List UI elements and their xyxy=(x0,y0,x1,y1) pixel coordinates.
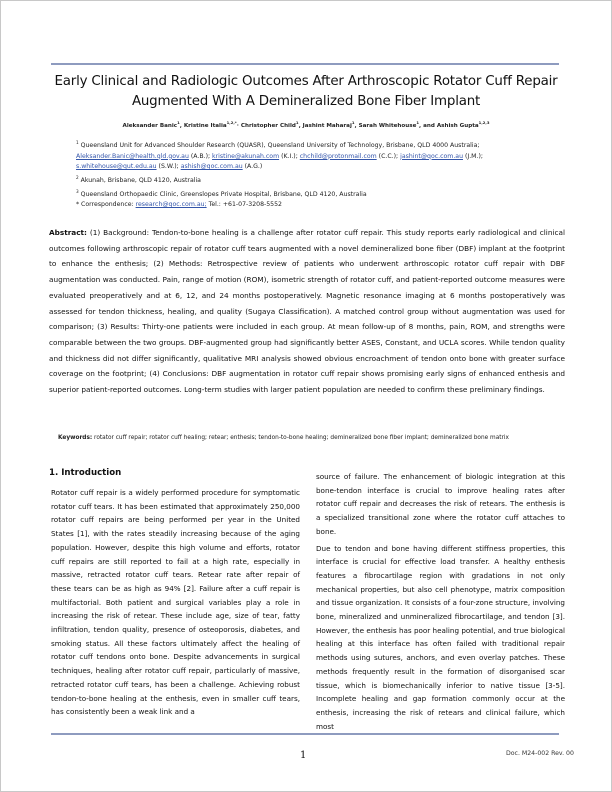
author: Kristine Italia$^{1,2,*}$· xyxy=(183,120,241,129)
paragraph: source of failure. The enhancement of biologic integration at this bone-tendon interface is crucial to improve healing rates after rotator cuff repair and decreases the risk of retears. The enthesis is a specialized transitional zone where the rotator cuff attaches to bone. xyxy=(316,472,565,536)
keywords-label: Keywords: xyxy=(58,435,93,441)
keywords-text: rotator cuff repair; rotator cuff healing; retear; enthesis; tendon-to-bone healing; demineralized bone fiber implant; demineralized bone matrix xyxy=(92,435,509,441)
correspondence: * Correspondence: research@qoc.com.au; Tel.: +61-07-3208-5552 xyxy=(76,201,282,209)
email-link[interactable]: chchild@protonmail.com xyxy=(299,152,377,160)
email-link[interactable]: jashint@qoc.com.au xyxy=(400,152,463,160)
correspondence-email-link[interactable]: research@qoc.com.au; xyxy=(135,201,207,209)
document-id: Doc. M24-002 Rev. 00 xyxy=(506,750,574,757)
author-list xyxy=(40,120,572,129)
author: Sarah Whitehouse$^1$, and xyxy=(358,120,437,129)
author: Jashint Maharaj$^1$, xyxy=(302,120,359,129)
title-line-1: Early Clinical and Radiologic Outcomes After Arthroscopic Rotator Cuff Repair xyxy=(54,74,558,89)
title-line-2: Augmented With A Demineralized Bone Fiber Implant xyxy=(131,94,481,109)
page-number: 1 xyxy=(300,750,307,761)
paragraph: Due to tendon and bone having different stiffness properties, this interface is crucial for effective load transfer. A healthy enthesis features a fibrocartilage region with gradations in not only mechanical properties, but also cell phenotype, matrix composition and tissue organization. It consists of a four-zone structure, involving bone, mineralized and unmineralized fibrocartilage, and tendon [3]. However, the enthesis has poor healing potential, and true biological healing at this interface has often failed with traditional repair methods using sutures, anchors, and even overlay patches. These methods frequently result in the formation of disorganised scar tissue, which is biomechanically inferior to native tissue [3-5]. Incomplete healing and gap formation commonly occur at the enthesis, increasing the risk of retears and clinical failure, which most xyxy=(316,543,565,731)
body-column-right xyxy=(316,470,565,736)
affiliation-2: $^2$ Akunah, Brisbane, QLD 4120, Australia xyxy=(76,174,201,184)
author: Aleksander Banic$^1$, xyxy=(122,120,184,129)
email-link[interactable]: Aleksander.Banic@health.qld.gov.au xyxy=(76,152,189,160)
abstract-text: (1) Background: Tendon-to-bone healing is a challenge after rotator cuff repair. This study reports early radiological and clinical outcomes following arthroscopic repair of rotator cuff tears augmented with a novel demineralized bone fiber (DBF) implant at the footprint to enhance the enthesis; (2) Methods: Retrospective review of patients who underwent arthroscopic rotator cuff repair with DBF augmentation was conducted. Pain, range of motion (ROM), isometric strength of rotator cuff, and patient-reported outcome measures were evaluated preoperatively and at 6, 12, and 24 months postoperatively. Magnetic resonance imaging at 6 months postoperatively was assessed for tendon thickness, healing, and quality (Sugaya Classification). A matched control group without augmentation was used for comparison; (3) Results: Thirty-one patients were included in each group. At mean follow-up of 8 months, pain, ROM, and strengths were comparable between the two groups. DBF-augmented group had significantly better ASES, Constant, and UCLA scores. While tendon quality and thickness did not differ significantly, qualitative MRI analysis showed obvious encroachment of tendon onto bone with greater surface coverage on the footprint; (4) Conclusions: DBF augmentation in rotator cuff repair shows promising early signs of enhanced enthesis and superior patient-reported outcomes. Long-term studies with larger patient population are needed to confirm these preliminary findings. xyxy=(49,228,565,395)
abstract-label: Abstract: xyxy=(49,228,87,237)
affiliation-3: $^3$ Queensland Orthopaedic Clinic, Greenslopes Private Hospital, Brisbane, QLD 4120, Australia xyxy=(76,188,367,198)
section-heading-introduction: 1. Introduction xyxy=(49,468,122,478)
author: Christopher Child$^1$, xyxy=(240,120,303,129)
affiliations xyxy=(76,138,556,211)
footer-rule xyxy=(51,733,559,735)
email-link[interactable]: ashish@qoc.com.au xyxy=(180,163,243,171)
keywords xyxy=(58,433,564,443)
paragraph: Rotator cuff repair is a widely performed procedure for symptomatic rotator cuff tears. It has been estimated that approximately 250,000 rotator cuff repairs are being performed per year in the United States [1], with the rates steadily increasing because of the aging population. However, despite this high volume and efforts, rotator cuff repairs are still reported to fail at a high rate, especially in massive, retracted rotator cuff tears. Retear rate after repair of these tears can be as high as 94% [2]. Failure after a cuff repair is multifactorial. Both patient and surgical variables play a role in increasing the risk of retear. These include age, size of tear, fatty infiltration, tendon quality, presence of osteoporosis, diabetes, and smoking status. All these factors ultimately affect the healing of rotator cuff tendons onto bone. Despite advancements in surgical techniques, healing after rotator cuff repair, particularly of massive, retracted rotator cuff tears, has been a challenge. Achieving robust tendon-to-bone healing at the enthesis, even in smaller cuff tears, has consistently been a weak link and a xyxy=(51,488,300,717)
paper-title xyxy=(40,72,572,112)
affiliation-1: $^1$ Queensland Unit for Advanced Shoulder Research (QUASR), Queensland University of Technology, Brisbane, QLD 4000 Australia; xyxy=(76,140,480,150)
email-link[interactable]: s.whitehouse@qut.edu.au xyxy=(76,163,157,171)
header-rule xyxy=(51,63,559,65)
abstract xyxy=(49,225,565,398)
body-column-left xyxy=(51,486,300,722)
author-emails: Aleksander.Banic@health.qld.gov.au (A.B.); kristine@akunah.com (K.I.); chchild@protonmail.com (C.C.); jashint@qoc.com.au (J.M.); s.whitehouse@qut.edu.au (S.W.); ashish@qoc.com.au (A.G.) xyxy=(76,152,483,171)
author: Ashish Gupta$^{1,2,3}$ xyxy=(436,120,490,129)
email-link[interactable]: kristine@akunah.com xyxy=(212,152,280,160)
